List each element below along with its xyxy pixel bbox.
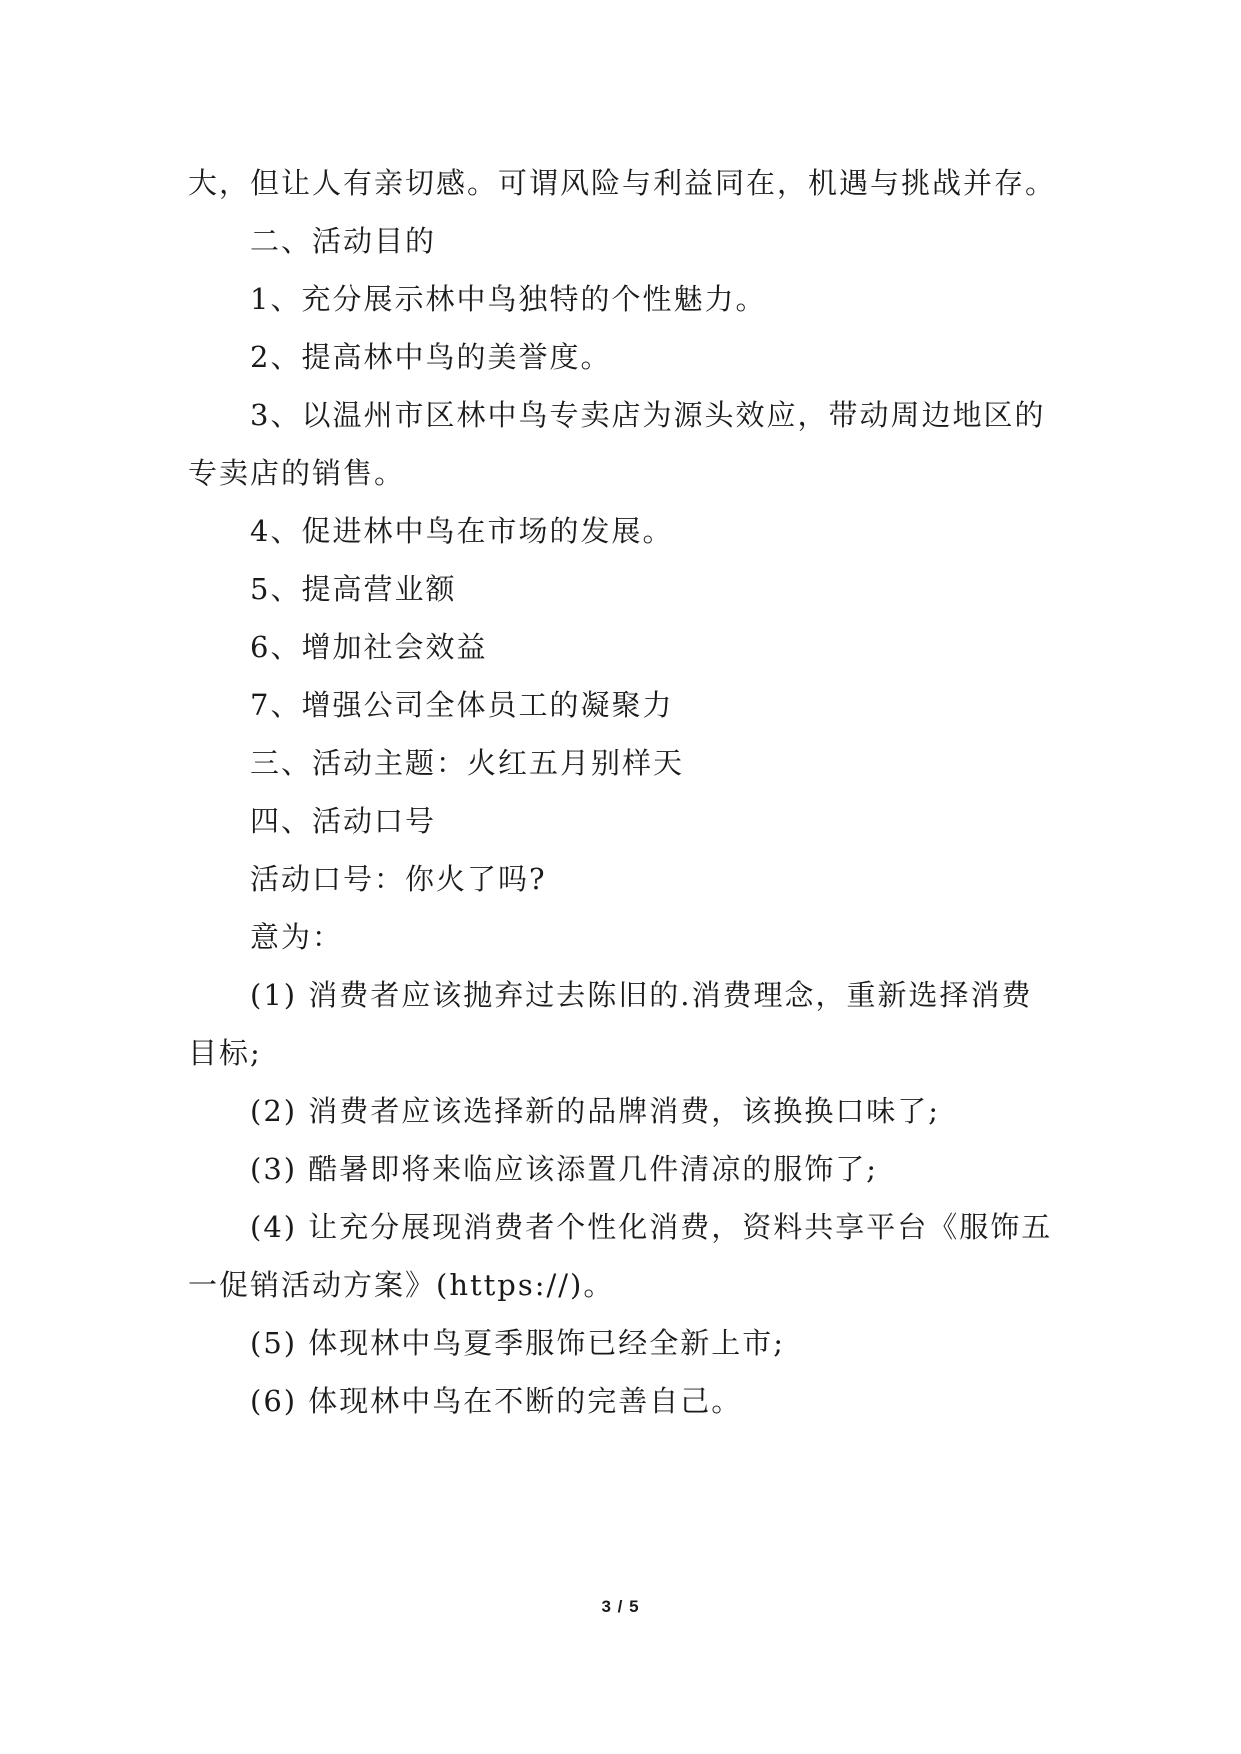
list-item: (3) 酷暑即将来临应该添置几件清凉的服饰了; — [250, 1152, 879, 1186]
meaning-label: 意为： — [250, 920, 344, 954]
list-item-continuation: 一促销活动方案》(https://)。 — [188, 1268, 615, 1302]
list-item: 4、促进林中鸟在市场的发展。 — [250, 514, 674, 548]
section-heading-theme: 三、活动主题：火红五月别样天 — [250, 746, 685, 780]
list-item: 2、提高林中鸟的美誉度。 — [250, 340, 612, 374]
page-number: 3 / 5 — [601, 1597, 640, 1616]
list-item: 3、以温州市区林中鸟专卖店为源头效应，带动周边地区的 — [250, 398, 1046, 432]
list-item: 1、充分展示林中鸟独特的个性魅力。 — [250, 282, 767, 316]
section-heading-slogan: 四、活动口号 — [250, 804, 437, 838]
list-item: (6) 体现林中鸟在不断的完善自己。 — [250, 1384, 743, 1418]
slogan-text: 活动口号：你火了吗? — [250, 862, 547, 896]
list-item: (1) 消费者应该抛弃过去陈旧的.消费理念，重新选择消费 — [250, 978, 1033, 1012]
list-item: (2) 消费者应该选择新的品牌消费，该换换口味了; — [250, 1094, 941, 1128]
section-heading-purpose: 二、活动目的 — [250, 224, 437, 258]
list-item: (4) 让充分展现消费者个性化消费，资料共享平台《服饰五 — [250, 1210, 1053, 1244]
list-item: 7、增强公司全体员工的凝聚力 — [250, 688, 674, 722]
list-item-continuation: 专卖店的销售。 — [188, 456, 406, 490]
list-item: 5、提高营业额 — [250, 572, 457, 606]
paragraph-continuation: 大，但让人有亲切感。可谓风险与利益同在，机遇与挑战并存。 — [188, 166, 1057, 200]
list-item-continuation: 目标; — [188, 1036, 262, 1070]
list-item: (5) 体现林中鸟夏季服饰已经全新上市; — [250, 1326, 786, 1360]
list-item: 6、增加社会效益 — [250, 630, 488, 664]
